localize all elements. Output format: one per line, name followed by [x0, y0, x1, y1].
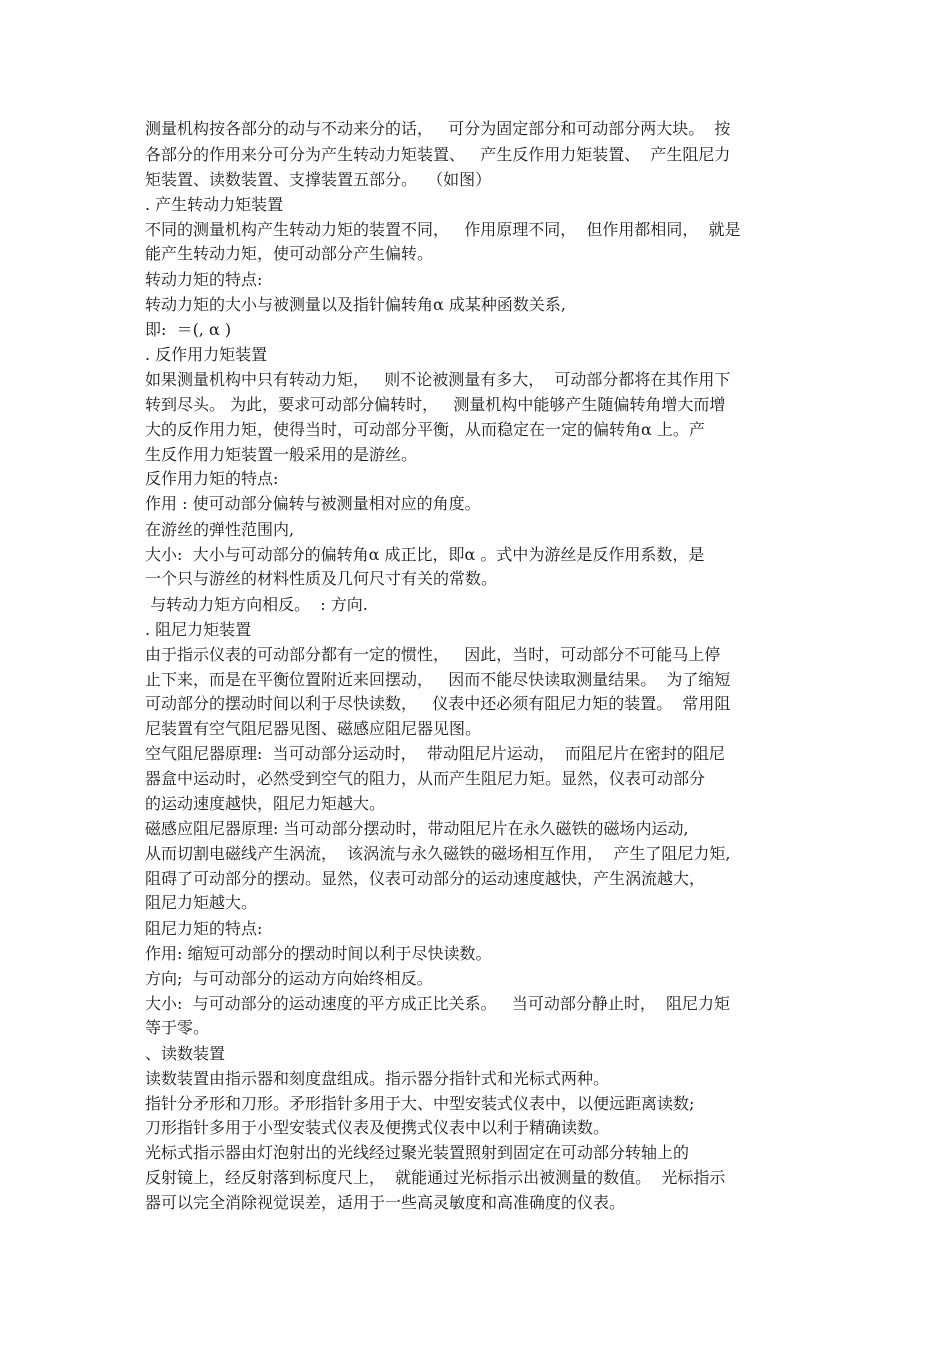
text-line: 等于零。	[145, 1018, 210, 1037]
text-line: 一个只与游丝的材料性质及几何尺寸有关的常数。	[145, 569, 498, 588]
text-line: 大的反作用力矩，使得当时，可动部分平衡，从而稳定在一定的偏转角α 上。产	[145, 420, 705, 439]
text-line: 器可以完全消除视觉误差，适用于一些高灵敏度和高准确度的仪表。	[145, 1193, 626, 1212]
text-line: 在游丝的弹性范围内,	[145, 520, 295, 539]
text-line: 指针分矛形和刀形。矛形指针多用于大、中型安装式仪表中，以便远距离读数;	[145, 1094, 695, 1113]
text-line: 矩装置、读数装置、支撑装置五部分。 （如图）	[145, 170, 492, 189]
text-line: 刀形指针多用于小型安装式仪表及便携式仪表中以利于精确读数。	[145, 1118, 610, 1137]
text-line: 大小: 大小与可动部分的偏转角α 成正比，即α 。式中为游丝是反作用系数，是	[145, 545, 705, 564]
text-line: 反作用力矩的特点:	[145, 469, 279, 488]
text-line: 作用 : 使可动部分偏转与被测量相对应的角度。	[145, 494, 481, 513]
section-heading: 、读数装置	[145, 1044, 226, 1063]
text-line: 读数装置由指示器和刻度盘组成。指示器分指针式和光标式两种。	[145, 1069, 610, 1088]
text-line: 作用: 缩短可动部分的摆动时间以利于尽快读数。	[145, 944, 492, 963]
section-heading: . 产生转动力矩装置	[145, 195, 284, 214]
text-line: 各部分的作用来分可分为产生转动力矩装置、 产生反作用力矩装置、 产生阻尼力	[145, 145, 731, 164]
text-line: 转动力矩的大小与被测量以及指针偏转角α 成某种函数关系,	[145, 295, 566, 314]
text-line: 转动力矩的特点:	[145, 270, 263, 289]
text-line: 反射镜上，经反射落到标度尺上， 就能通过光标指示出被测量的数值。 光标指示	[145, 1168, 726, 1187]
text-line: 大小: 与可动部分的运动速度的平方成正比关系。 当可动部分静止时， 阻尼力矩	[145, 994, 730, 1013]
text-line: 阻碍了可动部分的摆动。显然，仪表可动部分的运动速度越快，产生涡流越大，	[145, 869, 706, 888]
text-line: 光标式指示器由灯泡射出的光线经过聚光装置照射到固定在可动部分转轴上的	[145, 1143, 690, 1162]
section-heading: . 阻尼力矩装置	[145, 620, 252, 639]
text-line: 磁感应阻尼器原理: 当可动部分摆动时，带动阻尼片在永久磁铁的磁场内运动,	[145, 819, 689, 838]
text-line: 由于指示仪表的可动部分都有一定的惯性， 因此，当时，可动部分不可能马上停	[145, 645, 721, 664]
text-line: 可动部分的摆动时间以利于尽快读数， 仪表中还必须有阻尼力矩的装置。 常用阻	[145, 694, 731, 713]
text-line: 方向; 与可动部分的运动方向始终相反。	[145, 969, 433, 988]
text-line: 从而切割电磁线产生涡流， 该涡流与永久磁铁的磁场相互作用， 产生了阻尼力矩,	[145, 844, 731, 863]
text-line: 空气阻尼器原理: 当可动部分运动时， 带动阻尼片运动， 而阻尼片在密封的阻尼	[145, 744, 725, 763]
text-line: 阻尼力矩的特点:	[145, 919, 263, 938]
text-line: 如果测量机构中只有转动力矩， 则不论被测量有多大， 可动部分都将在其作用下	[145, 370, 731, 389]
text-line: 器盒中运动时，必然受到空气的阻力，从而产生阻尼力矩。显然，仪表可动部分	[145, 769, 706, 788]
formula-line: 即: ＝(, α )	[145, 320, 232, 339]
section-heading: . 反作用力矩装置	[145, 345, 268, 364]
text-line: 测量机构按各部分的动与不动来分的话， 可分为固定部分和可动部分两大块。 按	[145, 119, 731, 138]
text-line: 止下来，而是在平衡位置附近来回摆动， 因而不能尽快读取测量结果。 为了缩短	[145, 670, 731, 689]
text-line: 尼装置有空气阻尼器见图、磁感应阻尼器见图。	[145, 719, 482, 738]
text-line: 能产生转动力矩，使可动部分产生偏转。	[145, 244, 434, 263]
text-line: 转到尽头。 为此，要求可动部分偏转时， 测量机构中能够产生随偏转角增大而增	[145, 395, 726, 414]
text-line: 不同的测量机构产生转动力矩的装置不同， 作用原理不同， 但作用都相同， 就是	[145, 220, 741, 239]
text-line: 阻尼力矩越大。	[145, 893, 258, 912]
text-line: 与转动力矩方向相反。 : 方向.	[145, 595, 368, 614]
text-line: 的运动速度越快，阻尼力矩越大。	[145, 794, 386, 813]
text-line: 生反作用力矩装置一般采用的是游丝。	[145, 445, 418, 464]
